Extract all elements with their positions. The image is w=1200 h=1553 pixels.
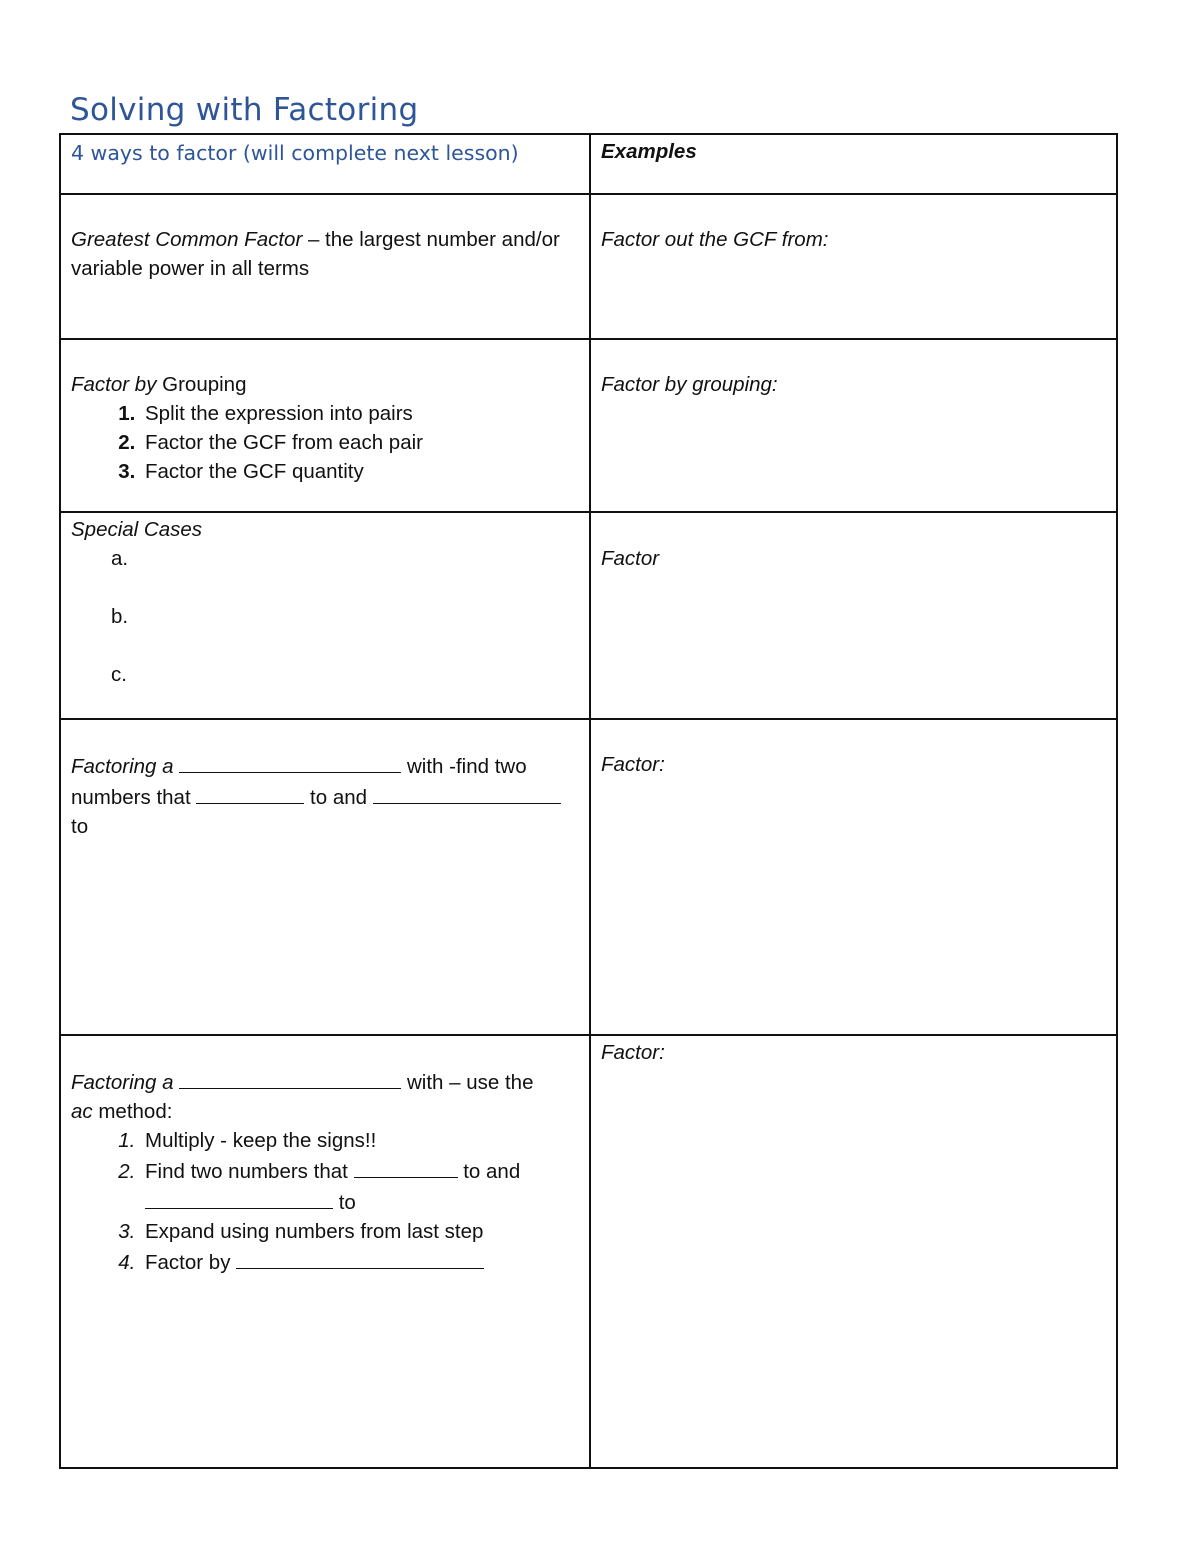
trinomial2-step2-to: to bbox=[333, 1191, 356, 1214]
trinomial2-row bbox=[60, 1035, 1117, 1468]
trinomial2-text: – use the bbox=[449, 1071, 534, 1094]
trinomial2-method: method: bbox=[92, 1100, 173, 1123]
trinomial2-step: 1. Multiply - keep the signs!! bbox=[141, 1126, 579, 1155]
trinomial1-and: and bbox=[332, 786, 373, 809]
grouping-step: 1. Split the expression into pairs bbox=[141, 399, 579, 428]
trinomial2-cell bbox=[60, 1035, 590, 1468]
grouping-term-italic: Factor by bbox=[71, 373, 157, 396]
special-item: c. bbox=[111, 663, 127, 686]
gcf-example-cell: Factor out the GCF from: bbox=[590, 194, 1117, 339]
page-title: Solving with Factoring bbox=[70, 92, 419, 128]
trinomial2-blank-op1 bbox=[354, 1155, 458, 1178]
trinomial1-example-cell: Factor: bbox=[590, 719, 1117, 1035]
grouping-step: 3. Factor the GCF quantity bbox=[141, 457, 579, 486]
trinomial1-to: to bbox=[304, 786, 333, 809]
gcf-term: Greatest Common Factor bbox=[71, 228, 303, 251]
trinomial2-steps bbox=[71, 1126, 579, 1277]
grouping-example-cell: Factor by grouping: bbox=[590, 339, 1117, 512]
trinomial1-blank-type bbox=[179, 750, 401, 773]
grouping-steps bbox=[71, 399, 579, 486]
special-row bbox=[60, 512, 1117, 719]
trinomial1-to-2: to bbox=[71, 815, 89, 838]
header-row bbox=[60, 134, 1117, 194]
trinomial2-with: with bbox=[401, 1071, 450, 1094]
grouping-cell bbox=[60, 339, 590, 512]
gcf-row bbox=[60, 194, 1117, 339]
trinomial2-ac: ac bbox=[71, 1100, 93, 1123]
gcf-definition: – the largest number and/or variable power in all terms bbox=[71, 228, 560, 280]
trinomial2-step bbox=[141, 1246, 579, 1277]
grouping-row bbox=[60, 339, 1117, 512]
trinomial2-blank-op2 bbox=[145, 1186, 333, 1209]
trinomial1-text: -find two numbers that bbox=[71, 755, 527, 809]
header-right-cell: Examples bbox=[590, 134, 1117, 194]
special-example-cell: Factor bbox=[590, 512, 1117, 719]
trinomial2-blank-type bbox=[179, 1066, 401, 1089]
trinomial2-step bbox=[141, 1155, 579, 1217]
trinomial1-blank-op1 bbox=[196, 781, 304, 804]
trinomial1-lead: Factoring a bbox=[71, 755, 174, 778]
special-item: b. bbox=[111, 605, 129, 628]
notes-table bbox=[59, 133, 1118, 1469]
trinomial2-example-cell: Factor: bbox=[590, 1035, 1117, 1468]
trinomial1-row bbox=[60, 719, 1117, 1035]
special-cell bbox=[60, 512, 590, 719]
trinomial2-lead: Factoring a bbox=[71, 1071, 174, 1094]
special-item: a. bbox=[111, 547, 129, 570]
header-left-cell: 4 ways to factor (will complete next lesson) bbox=[60, 134, 590, 194]
special-heading: Special Cases bbox=[71, 518, 203, 541]
grouping-term-plain: Grouping bbox=[156, 373, 247, 396]
grouping-heading bbox=[71, 370, 579, 399]
trinomial1-with: with bbox=[401, 755, 450, 778]
grouping-step: 2. Factor the GCF from each pair bbox=[141, 428, 579, 457]
trinomial1-blank-op2 bbox=[373, 781, 561, 804]
trinomial1-cell bbox=[60, 719, 590, 1035]
trinomial2-step4-text: Factor by bbox=[145, 1251, 231, 1274]
special-items bbox=[71, 544, 579, 689]
trinomial2-blank-method bbox=[236, 1246, 484, 1269]
trinomial2-step: 3. Expand using numbers from last step bbox=[141, 1217, 579, 1246]
gcf-definition-cell bbox=[60, 194, 590, 339]
trinomial2-step2-text: Find two numbers that bbox=[145, 1160, 348, 1183]
trinomial2-step2-to-and: to and bbox=[457, 1160, 521, 1183]
